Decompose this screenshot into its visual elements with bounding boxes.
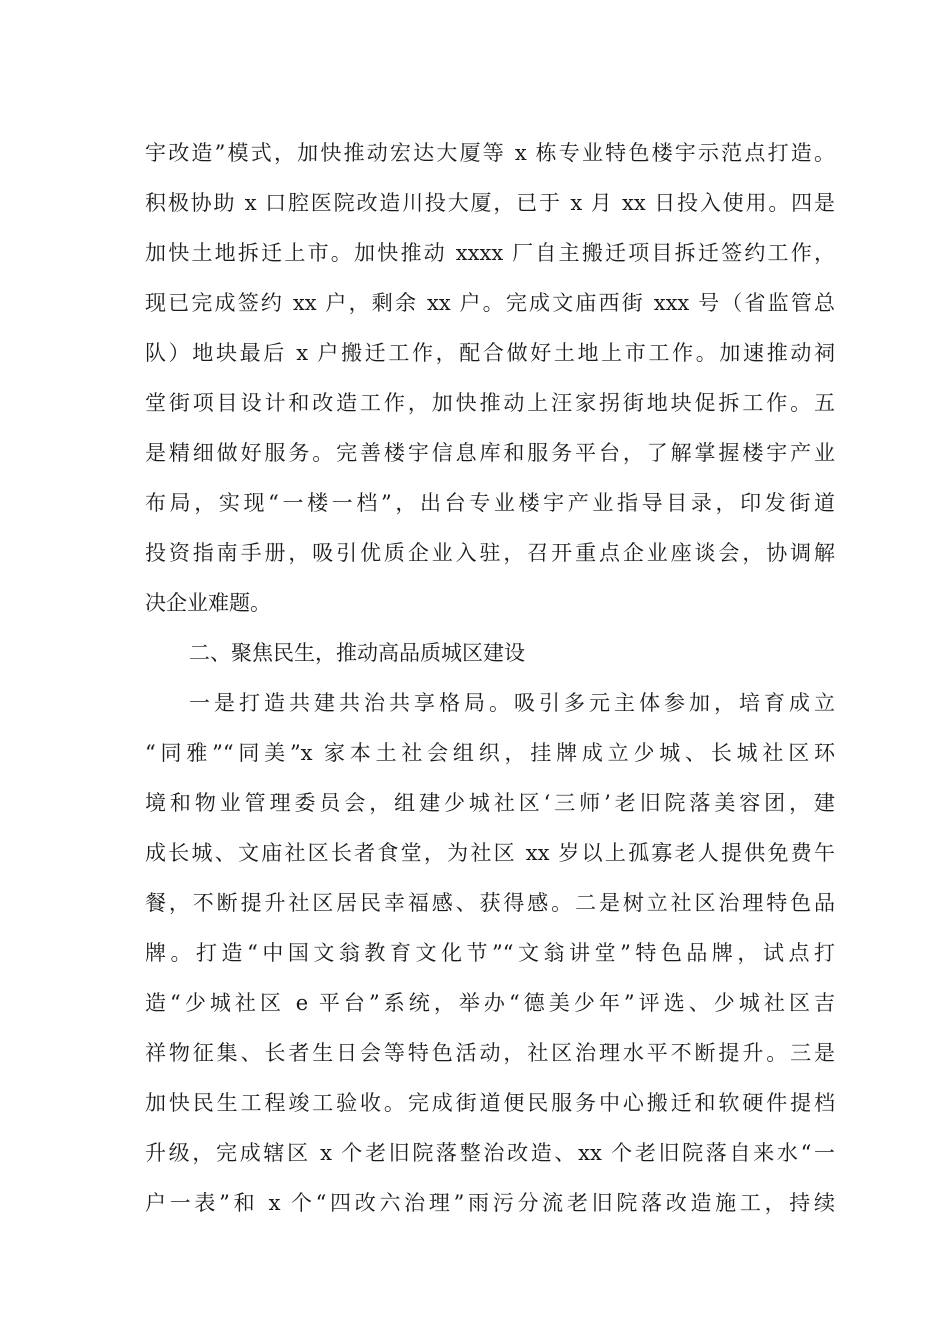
paragraph-line: 牌。打造“中国文翁教育文化节”“文翁讲堂”特色品牌，试点打 bbox=[145, 941, 835, 965]
paragraph-line: 升级，完成辖区 x 个老旧院落整治改造、xx 个老旧院落自来水“一 bbox=[145, 1141, 835, 1165]
paragraph-line: 餐，不断提升社区居民幸福感、获得感。二是树立社区治理特色品 bbox=[145, 891, 835, 915]
paragraph-line: 堂街项目设计和改造工作，加快推动上汪家拐街地块促拆工作。五 bbox=[145, 391, 835, 415]
paragraph-line: 境和物业管理委员会，组建少城社区‘三师’老旧院落美容团，建 bbox=[145, 791, 835, 815]
paragraph-line: 宇改造”模式，加快推动宏达大厦等 x 栋专业特色楼宇示范点打造。 bbox=[145, 141, 835, 165]
paragraph-line: 积极协助 x 口腔医院改造川投大厦，已于 x 月 xx 日投入使用。四是 bbox=[145, 191, 835, 215]
paragraph-line: 户一表”和 x 个“四改六治理”雨污分流老旧院落改造施工，持续 bbox=[145, 1191, 835, 1215]
paragraph-line: 队）地块最后 x 户搬迁工作，配合做好土地上市工作。加速推动祠 bbox=[145, 341, 835, 365]
paragraph-line: 投资指南手册，吸引优质企业入驻，召开重点企业座谈会，协调解 bbox=[145, 541, 835, 565]
section-heading: 二、聚焦民生，推动高品质城区建设 bbox=[189, 641, 525, 665]
document-body bbox=[145, 128, 835, 1228]
paragraph-line: 祥物征集、长者生日会等特色活动，社区治理水平不断提升。三是 bbox=[145, 1041, 835, 1065]
paragraph-line: “同雅”“同美”x 家本土社会组织，挂牌成立少城、长城社区环 bbox=[145, 741, 835, 765]
paragraph-line: 是精细做好服务。完善楼宇信息库和服务平台，了解掌握楼宇产业 bbox=[145, 441, 835, 465]
paragraph-line: 造“少城社区 e 平台”系统，举办“德美少年”评选、少城社区吉 bbox=[145, 991, 835, 1015]
paragraph-line: 加快土地拆迁上市。加快推动 xxxx 厂自主搬迁项目拆迁签约工作， bbox=[145, 241, 835, 265]
paragraph-line: 现已完成签约 xx 户，剩余 xx 户。完成文庙西街 xxx 号（省监管总 bbox=[145, 291, 835, 315]
paragraph-line: 加快民生工程竣工验收。完成街道便民服务中心搬迁和软硬件提档 bbox=[145, 1091, 835, 1115]
paragraph-line: 成长城、文庙社区长者食堂，为社区 xx 岁以上孤寡老人提供免费午 bbox=[145, 841, 835, 865]
paragraph-line: 布局，实现“一楼一档”，出台专业楼宇产业指导目录，印发街道 bbox=[145, 491, 835, 515]
paragraph-line-last: 决企业难题。 bbox=[145, 591, 271, 615]
paragraph-line-first: 一是打造共建共治共享格局。吸引多元主体参加，培育成立 bbox=[189, 691, 835, 715]
